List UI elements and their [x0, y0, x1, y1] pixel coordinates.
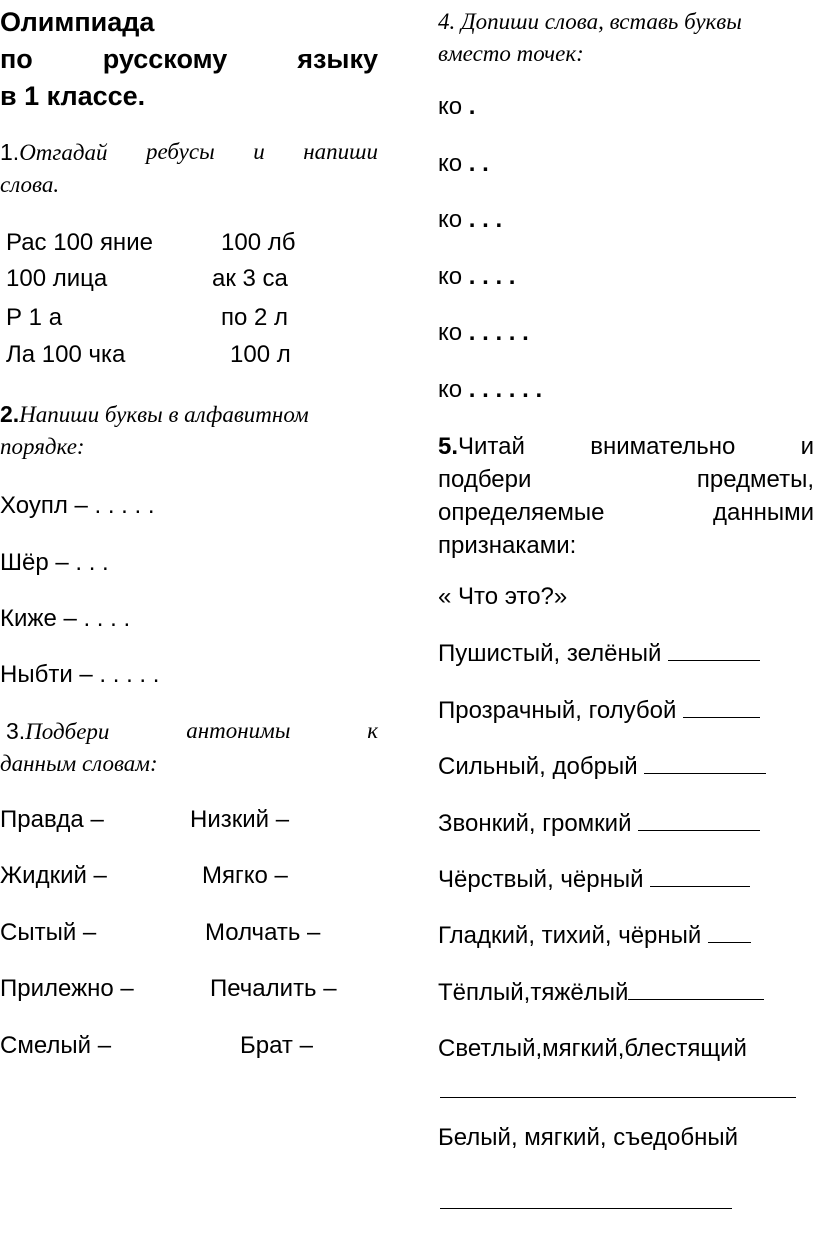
- dots: . .: [468, 150, 489, 177]
- item-text: Сильный, добрый: [438, 753, 638, 780]
- task2-item: Ныбти – . . . . .: [0, 661, 160, 688]
- task4-item: [438, 263, 515, 291]
- instr-word: подбери: [438, 466, 532, 493]
- title-line-3: в 1 классе.: [0, 81, 146, 111]
- instr-word: и: [253, 139, 265, 164]
- rebus-right: 100 лб: [221, 229, 296, 256]
- rebus-right: ак 3 са: [212, 265, 288, 292]
- instr-word: определяемые: [438, 499, 605, 526]
- task5-question: « Что это?»: [438, 583, 568, 610]
- antonym-right: Брат –: [240, 1032, 313, 1059]
- task3-number: 3.: [6, 718, 26, 744]
- antonym-left: Правда –: [0, 806, 104, 833]
- antonym-right: Низкий –: [190, 806, 290, 833]
- instr-word: данными: [712, 499, 814, 526]
- task5-item: [438, 810, 760, 838]
- task4-item: [438, 319, 529, 347]
- rebus-right: 100 л: [230, 341, 291, 368]
- item-text: Звонкий, громкий: [438, 810, 632, 837]
- instr-line: Напиши буквы в алфавитном: [19, 402, 309, 427]
- task5-item: [438, 866, 750, 894]
- dots: . . . . .: [468, 319, 529, 346]
- answer-line: [683, 697, 760, 718]
- antonym-left: Жидкий –: [0, 862, 107, 889]
- instr-word: к: [367, 718, 378, 743]
- instr-word: напиши: [303, 139, 378, 164]
- page-title: [0, 4, 378, 115]
- answer-line: [708, 922, 751, 943]
- task5-number: 5.: [438, 433, 459, 460]
- answer-line: [668, 640, 760, 661]
- rebus-left: 100 лица: [6, 265, 108, 292]
- item-text: Пушистый, зелёный: [438, 640, 662, 667]
- task1-number: 1.: [0, 139, 20, 165]
- task5-item: Светлый,мягкий,блестящий: [438, 1035, 747, 1062]
- answer-line: [638, 810, 760, 831]
- answer-line: [440, 1208, 732, 1209]
- antonym-left: Сытый –: [0, 919, 97, 946]
- instr-line: порядке:: [0, 434, 85, 459]
- antonym-left: Смелый –: [0, 1032, 112, 1059]
- word-prefix: ко: [438, 263, 463, 290]
- instr-word: и: [800, 433, 814, 460]
- instr-word: Читай: [458, 433, 525, 460]
- rebus-left: Рас 100 яние: [6, 229, 153, 256]
- item-text: Тёплый,тяжёлый: [438, 979, 629, 1006]
- instr-line: данным словам:: [0, 751, 158, 776]
- task5-item: [438, 753, 766, 781]
- antonym-left: Прилежно –: [0, 975, 134, 1002]
- instr-line: слова.: [0, 172, 60, 197]
- item-text: Чёрствый, чёрный: [438, 866, 644, 893]
- rebus-left: Р 1 а: [6, 304, 63, 331]
- instr-word: внимательно: [590, 433, 736, 460]
- answer-line: [644, 753, 766, 774]
- task5-item: [438, 640, 760, 668]
- word-prefix: ко: [438, 150, 463, 177]
- word-prefix: ко: [438, 93, 463, 120]
- title-word: по: [0, 44, 33, 74]
- task5-item: [438, 922, 751, 950]
- dots: .: [468, 93, 476, 120]
- task4-item: [438, 376, 542, 404]
- task5-instruction: [438, 430, 814, 562]
- task5-item: Белый, мягкий, съедобный: [438, 1124, 739, 1151]
- word-prefix: ко: [438, 319, 463, 346]
- task1-instruction: [0, 136, 378, 201]
- task2-item: Шёр – . . .: [0, 549, 109, 576]
- item-text: Гладкий, тихий, чёрный: [438, 922, 702, 949]
- task2-number: 2.: [0, 401, 20, 427]
- instr-word: антонимы: [186, 718, 291, 743]
- word-prefix: ко: [438, 206, 463, 233]
- instr-word: Подбери: [25, 719, 110, 744]
- dots: . . . .: [468, 263, 516, 290]
- title-word: языку: [297, 44, 378, 74]
- instr-word: предметы,: [696, 466, 814, 493]
- antonym-right: Мягко –: [202, 862, 288, 889]
- rebus-right: по 2 л: [221, 304, 289, 331]
- answer-line: [650, 866, 750, 887]
- dots: . . .: [468, 206, 503, 233]
- instr-line: вместо точек:: [438, 41, 584, 66]
- antonym-right: Молчать –: [205, 919, 321, 946]
- antonym-right: Печалить –: [210, 975, 337, 1002]
- dots: . . . . . .: [468, 376, 543, 403]
- task4-item: [438, 150, 489, 178]
- task4-item: [438, 206, 502, 234]
- task3-instruction: [0, 715, 378, 780]
- title-word: русскому: [102, 44, 228, 74]
- instr-word: Отгадай: [19, 140, 108, 165]
- task5-item: [438, 979, 764, 1007]
- answer-line: [628, 979, 764, 1000]
- task2-item: Киже – . . . .: [0, 605, 131, 632]
- task2-item: Хоупл – . . . . .: [0, 492, 155, 519]
- instr-line: 4. Допиши слова, вставь буквы: [438, 9, 742, 34]
- instr-line: признаками:: [438, 532, 577, 559]
- word-prefix: ко: [438, 376, 463, 403]
- instr-word: ребусы: [146, 139, 215, 164]
- task5-item: [438, 697, 760, 725]
- right-column: [438, 0, 816, 1256]
- title-line-2: [0, 41, 378, 78]
- rebus-left: Ла 100 чка: [6, 341, 126, 368]
- task2-instruction: [0, 398, 309, 463]
- item-text: Прозрачный, голубой: [438, 697, 677, 724]
- task4-instruction: [438, 6, 742, 70]
- task4-item: [438, 93, 475, 121]
- answer-line: [440, 1097, 796, 1098]
- title-line-1: Олимпиада: [0, 7, 155, 37]
